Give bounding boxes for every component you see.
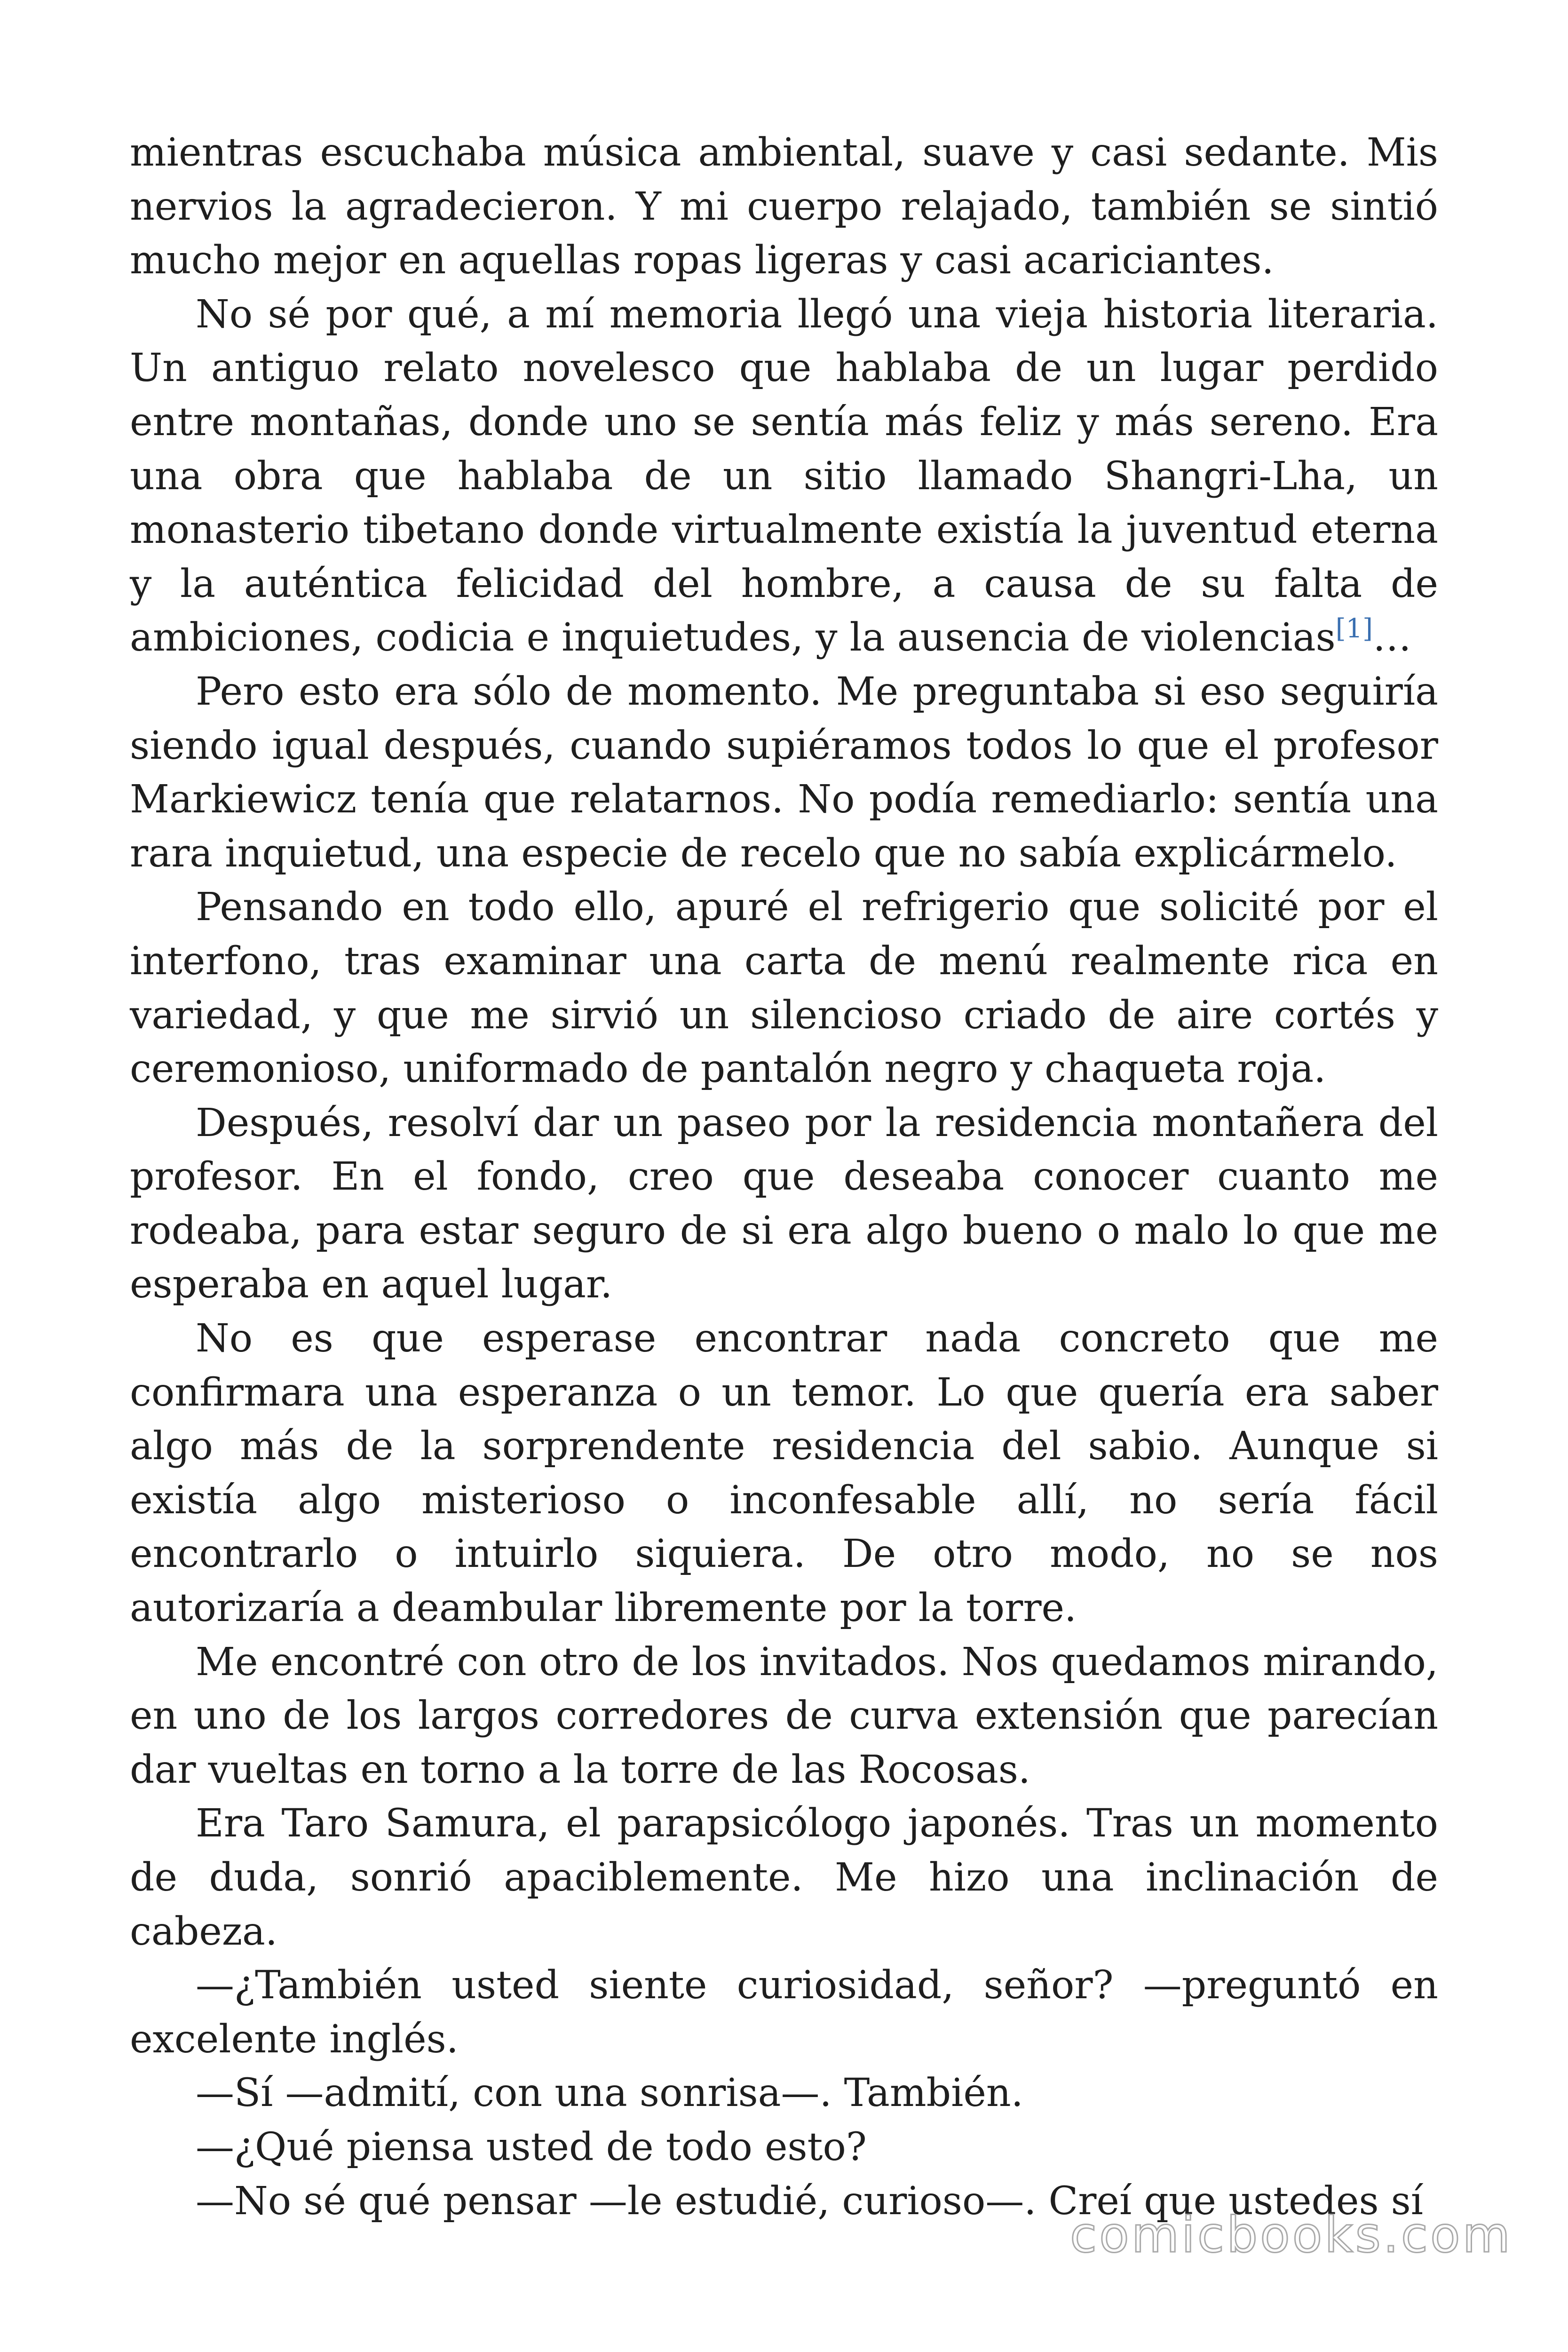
dialogue-line: —Sí —admití, con una sonrisa—. También. <box>196 2071 1023 2116</box>
paragraph-text-end: … <box>1373 615 1412 660</box>
paragraph: Pensando en todo ello, apuré el refrigerio que solicité por el interfono, tras examinar una carta de menú realmente rica en variedad, y que me sirvió un silencioso criado de aire cortés y ceremonioso, uniformado de pantalón negro y chaqueta roja. <box>130 885 1438 1092</box>
paragraph: Después, resolví dar un paseo por la residencia montañera del profesor. En el fondo, creo que deseaba conocer cuanto me rodeaba, para estar seguro de si era algo bueno o malo lo que me esperaba en aquel lugar. <box>130 1100 1438 1307</box>
paragraph-text: No sé por qué, a mí memoria llegó una vieja historia literaria. Un antiguo relato novelesco que hablaba de un lugar perdido entre montañas, donde uno se sentía más feliz y más sereno. Era una obra que hablaba de un sitio llamado Shangri-Lha, un monasterio tibetano donde virtualmente existía la juventud eterna y la auténtica felicidad del hombre, a causa de su falta de ambiciones, codicia e inquietudes, y la ausencia de violencias <box>130 292 1438 660</box>
footnote-link[interactable]: [1] <box>1335 613 1373 644</box>
paragraph: Pero esto era sólo de momento. Me preguntaba si eso seguiría siendo igual después, cuando supiéramos todos lo que el profesor Markiewicz tenía que relatarnos. No podía remediarlo: sentía una rara inquietud, una especie de recelo que no sabía explicármelo. <box>130 669 1438 876</box>
body-text <box>130 126 1438 2228</box>
paragraph: Me encontré con otro de los invitados. Nos quedamos mirando, en uno de los largos corredores de curva extensión que parecían dar vueltas en torno a la torre de las Rocosas. <box>130 1639 1438 1792</box>
dialogue-line: —No sé qué pensar —le estudié, curioso—. Creí que ustedes sí <box>196 2178 1423 2224</box>
watermark: comicbooks.com <box>1069 2206 1513 2264</box>
paragraph: Era Taro Samura, el parapsicólogo japonés. Tras un momento de duda, sonrió apaciblemente. Me hizo una inclinación de cabeza. <box>130 1801 1438 1954</box>
paragraph: No es que esperase encontrar nada concreto que me confirmara una esperanza o un temor. Lo que quería era saber algo más de la sorprendente residencia del sabio. Aunque si existía algo misterioso o inconfesable allí, no sería fácil encontrarlo o intuirlo siquiera. De otro modo, no se nos autorizaría a deambular libremente por la torre. <box>130 1316 1438 1631</box>
dialogue-line: —¿Qué piensa usted de todo esto? <box>196 2124 867 2169</box>
dialogue-line: —¿También usted siente curiosidad, señor? —preguntó en excelente inglés. <box>130 1963 1438 2062</box>
paragraph: mientras escuchaba música ambiental, suave y casi sedante. Mis nervios la agradecieron. Y mi cuerpo relajado, también se sintió mucho mejor en aquellas ropas ligeras y casi acariciantes. <box>130 130 1438 283</box>
paragraph-with-footnote <box>130 288 1438 665</box>
